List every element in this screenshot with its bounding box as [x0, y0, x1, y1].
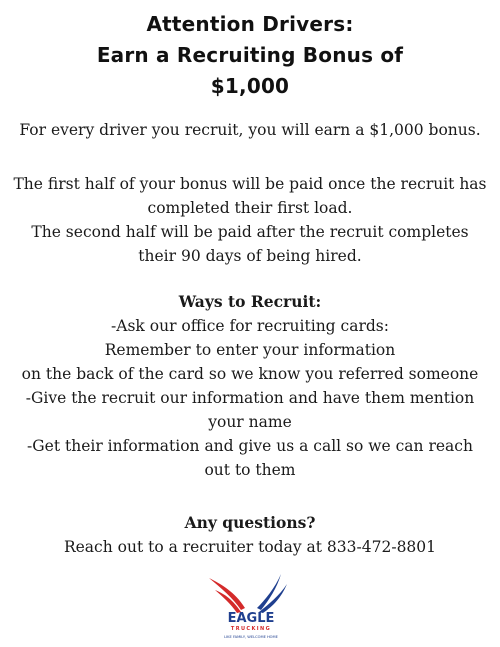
questions-line: Reach out to a recruiter today at 833-472-8801: [63, 538, 437, 556]
ways-line-5: your name: [208, 413, 292, 431]
title-line-2: Earn a Recruiting Bonus of: [96, 43, 404, 67]
logo-sub: TRUCKING: [230, 626, 272, 632]
ways-line-1: -Ask our office for recruiting cards:: [111, 317, 389, 335]
payment-paragraph: [0, 172, 500, 268]
eagle-trucking-logo: [201, 570, 301, 642]
logo-tagline: LIKE FAMILY, WELCOME HOME: [224, 635, 278, 639]
ways-line-2: Remember to enter your information: [104, 341, 396, 359]
title-line-1: Attention Drivers:: [146, 12, 354, 36]
questions-section: [0, 511, 500, 559]
payment-line-1: The first half of your bonus will be paid once the recruit has: [13, 175, 487, 193]
ways-line-7: out to them: [204, 461, 296, 479]
title-line-3: $1,000: [210, 74, 290, 98]
intro-text: For every driver you recruit, you will earn a $1,000 bonus.: [19, 121, 481, 139]
ways-line-6: -Get their information and give us a call so we can reach: [27, 437, 473, 455]
questions-heading: Any questions?: [184, 513, 316, 532]
payment-line-3: The second half will be paid after the recruit completes: [31, 223, 469, 241]
ways-line-4: -Give the recruit our information and have them mention: [25, 389, 475, 407]
eagle-wings-icon: [201, 570, 301, 642]
ways-heading: Ways to Recruit:: [178, 292, 322, 311]
page-title: [0, 9, 500, 102]
payment-line-4: their 90 days of being hired.: [138, 247, 362, 265]
logo-name: EAGLE: [227, 611, 275, 626]
intro-paragraph: [0, 118, 500, 142]
ways-section: [0, 290, 500, 482]
ways-line-3: on the back of the card so we know you referred someone: [21, 365, 479, 383]
payment-line-2: completed their first load.: [147, 199, 353, 217]
